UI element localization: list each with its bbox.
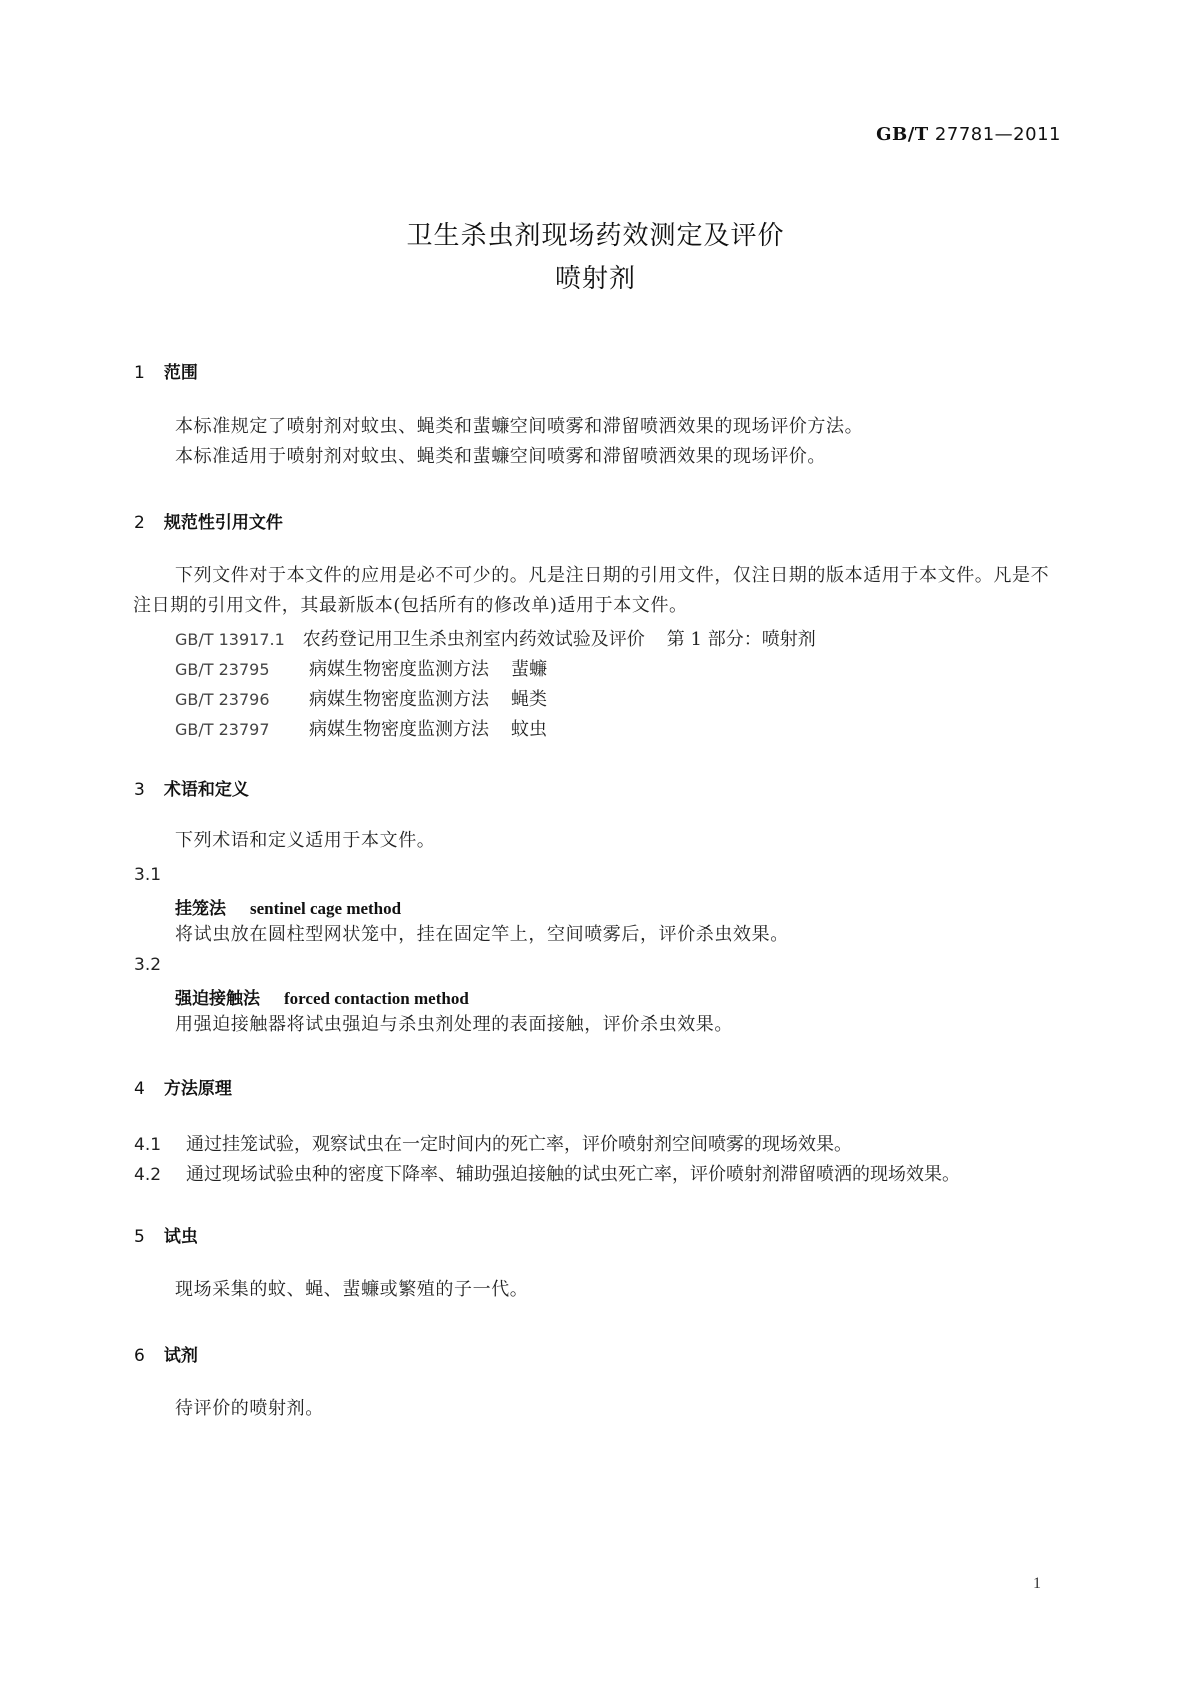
term-entry bbox=[175, 984, 469, 1009]
section-title: 范围 bbox=[163, 363, 198, 383]
section-title: 规范性引用文件 bbox=[163, 513, 283, 533]
normative-reference bbox=[175, 625, 816, 651]
reference-title: 病媒生物密度监测方法 bbox=[309, 689, 489, 710]
reference-code: GB/T 13917.1 bbox=[175, 630, 285, 649]
reference-title: 农药登记用卫生杀虫剂室内药效试验及评价 bbox=[302, 629, 645, 650]
section-1-paragraph-1: 本标准规定了喷射剂对蚊虫、蝇类和蜚蠊空间喷雾和滞留喷洒效果的现场评价方法。 bbox=[175, 416, 864, 437]
section-2-heading bbox=[134, 508, 283, 533]
section-2-paragraph: 下列文件对于本文件的应用是必不可少的。凡是注日期的引用文件，仅注日期的版本适用于本文件。凡是不注日期的引用文件，其最新版本(包括所有的修改单)适用于本文件。 bbox=[133, 565, 1050, 616]
section-4-heading bbox=[134, 1074, 232, 1099]
clause-item bbox=[134, 1160, 960, 1186]
reference-code: GB/T 23797 bbox=[175, 720, 270, 739]
reference-part: 蜚蠊 bbox=[511, 659, 547, 680]
reference-code: GB/T 23796 bbox=[175, 690, 270, 709]
clause-number: 4.1 bbox=[134, 1135, 162, 1155]
section-title: 试剂 bbox=[163, 1346, 198, 1366]
reference-part: 蚊虫 bbox=[511, 719, 547, 740]
reference-part: 第 1 部分：喷射剂 bbox=[666, 629, 816, 650]
standard-code bbox=[876, 124, 1061, 145]
term-chinese: 强迫接触法 bbox=[175, 989, 260, 1009]
term-definition: 用强迫接触器将试虫强迫与杀虫剂处理的表面接触，评价杀虫效果。 bbox=[175, 1014, 733, 1035]
term-english: forced contaction method bbox=[284, 989, 469, 1008]
clause-number: 4.2 bbox=[134, 1165, 162, 1185]
section-5-paragraph: 现场采集的蚊、蝇、蜚蠊或繁殖的子一代。 bbox=[175, 1279, 529, 1300]
section-6-paragraph: 待评价的喷射剂。 bbox=[175, 1398, 324, 1419]
section-title: 术语和定义 bbox=[163, 780, 249, 800]
reference-part: 蝇类 bbox=[511, 689, 547, 710]
reference-title: 病媒生物密度监测方法 bbox=[309, 659, 489, 680]
document-subtitle: 喷射剂 bbox=[554, 264, 636, 294]
section-1-heading bbox=[134, 358, 198, 383]
normative-reference bbox=[175, 715, 547, 741]
normative-reference bbox=[175, 685, 547, 711]
section-5-heading bbox=[134, 1222, 198, 1247]
reference-code: GB/T 23795 bbox=[175, 660, 270, 679]
term-definition: 将试虫放在圆柱型网状笼中，挂在固定竿上，空间喷雾后，评价杀虫效果。 bbox=[175, 924, 789, 945]
section-number: 3 bbox=[134, 780, 145, 800]
standard-prefix: GB/T bbox=[876, 124, 929, 145]
section-number: 1 bbox=[134, 363, 145, 383]
term-number: 3.2 bbox=[134, 955, 162, 975]
reference-title: 病媒生物密度监测方法 bbox=[309, 719, 489, 740]
section-title: 试虫 bbox=[163, 1227, 198, 1247]
standard-number: 27781—2011 bbox=[934, 124, 1061, 145]
section-number: 2 bbox=[134, 513, 145, 533]
section-3-heading bbox=[134, 775, 249, 800]
term-entry bbox=[175, 894, 401, 919]
clause-text: 通过挂笼试验，观察试虫在一定时间内的死亡率，评价喷射剂空间喷雾的现场效果。 bbox=[186, 1134, 852, 1155]
section-3-paragraph: 下列术语和定义适用于本文件。 bbox=[175, 830, 436, 851]
page-number: 1 bbox=[1033, 1575, 1041, 1592]
clause-text: 通过现场试验虫种的密度下降率、辅助强迫接触的试虫死亡率，评价喷射剂滞留喷洒的现场效果。 bbox=[186, 1164, 960, 1185]
term-english: sentinel cage method bbox=[250, 899, 402, 918]
section-6-heading bbox=[134, 1341, 198, 1366]
section-number: 4 bbox=[134, 1079, 145, 1099]
clause-item bbox=[134, 1130, 852, 1156]
section-number: 6 bbox=[134, 1346, 145, 1366]
document-title: 卫生杀虫剂现场药效测定及评价 bbox=[406, 221, 785, 251]
section-number: 5 bbox=[134, 1227, 145, 1247]
section-1-paragraph-2: 本标准适用于喷射剂对蚊虫、蝇类和蜚蠊空间喷雾和滞留喷洒效果的现场评价。 bbox=[175, 446, 826, 467]
section-title: 方法原理 bbox=[163, 1079, 232, 1099]
term-chinese: 挂笼法 bbox=[175, 899, 226, 919]
term-number: 3.1 bbox=[134, 865, 162, 885]
normative-reference bbox=[175, 655, 547, 681]
